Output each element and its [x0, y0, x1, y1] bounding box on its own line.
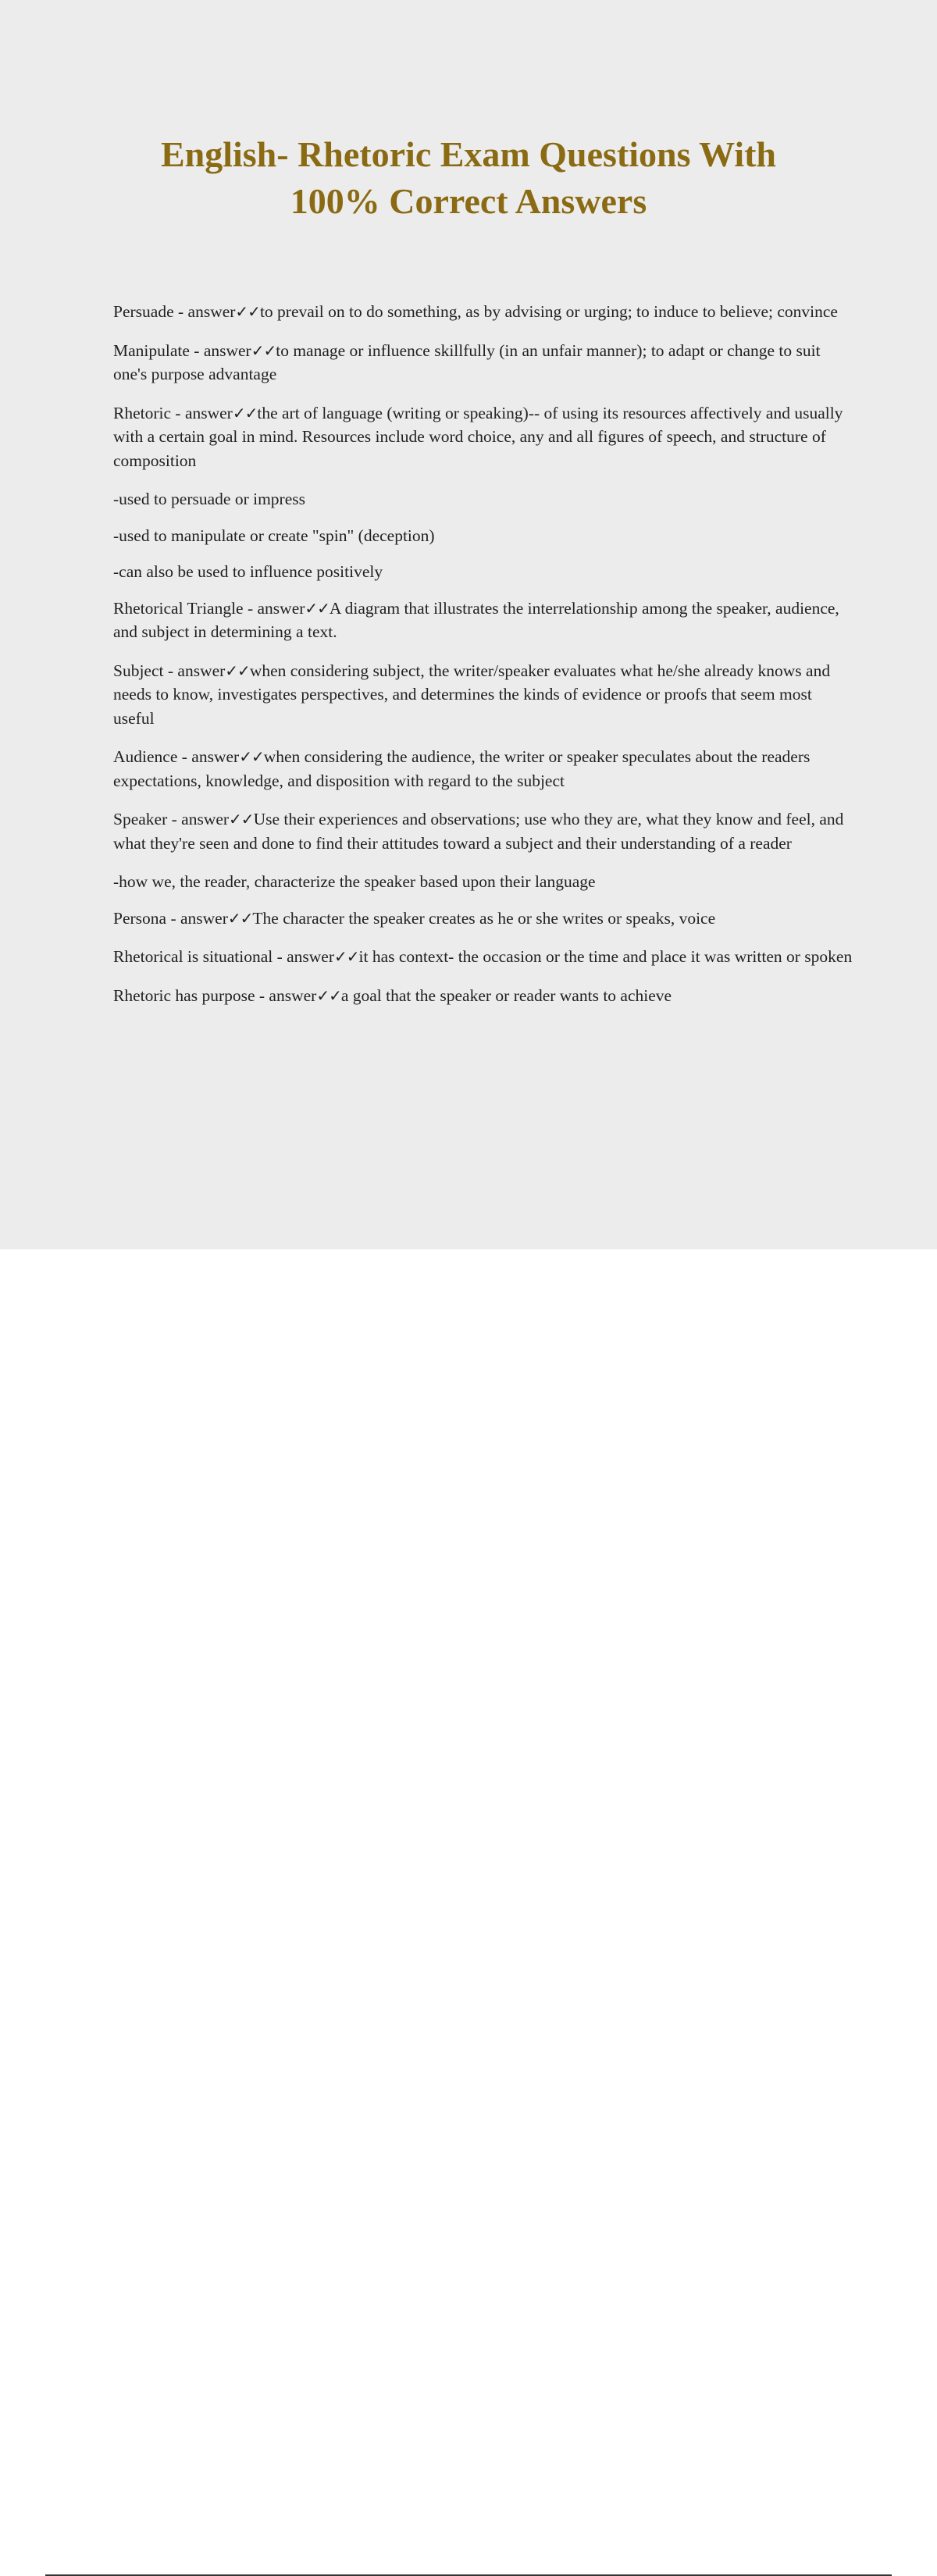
qa-item: [113, 659, 855, 731]
answer-marker: answer✓✓: [180, 908, 253, 928]
answer-marker: answer✓✓: [184, 403, 258, 422]
bullet-note: -used to persuade or impress: [113, 490, 305, 508]
qa-item: [113, 597, 855, 644]
page-footer: [0, 1249, 937, 1327]
qa-item: [113, 339, 855, 387]
qa-item: [113, 984, 855, 1008]
qa-item: [113, 945, 855, 969]
term-label: Rhetorical is situational -: [113, 947, 287, 966]
definition-text: The character the speaker creates as he or she writes or speaks, voice: [252, 908, 716, 928]
term-label: Speaker -: [113, 810, 182, 828]
checkmark-icon: ✓✓: [316, 985, 341, 1005]
term-label: Audience -: [113, 747, 192, 766]
document-title: [0, 131, 937, 225]
checkmark-icon: ✓✓: [235, 302, 260, 321]
term-label: Subject -: [113, 661, 178, 680]
term-label: Rhetorical Triangle -: [113, 598, 258, 618]
qa-item: [113, 300, 855, 324]
checkmark-icon: ✓✓: [305, 598, 330, 618]
checkmark-icon: ✓✓: [232, 403, 258, 422]
definition-text: a goal that the speaker or reader wants to achieve: [340, 985, 672, 1005]
qa-item: [113, 745, 855, 793]
document-page: [0, 0, 937, 1249]
checkmark-icon: ✓✓: [251, 340, 276, 360]
answer-marker: answer✓✓: [203, 340, 276, 360]
definition-text: when considering the audience, the writer or speaker speculates about the readers expectations, knowledge, and disposition with regard to the subject: [113, 747, 811, 790]
term-label: Rhetoric has purpose -: [113, 985, 269, 1005]
answer-marker: answer✓✓: [177, 661, 250, 680]
definition-text: to prevail on to do something, as by advising or urging; to induce to believe; convince: [259, 302, 838, 321]
term-label: Persona -: [113, 908, 180, 928]
answer-marker: answer✓✓: [187, 302, 260, 321]
definition-text: Use their experiences and observations; use who they are, what they know and feel, and what they're seen and done to find their attitudes toward a subject and their understanding of a reader: [113, 810, 844, 853]
qa-list: [113, 300, 855, 1022]
definition-text: the art of language (writing or speaking)-- of using its resources affectively and usually with a certain goal in mind. Resources include word choice, any and all figures of speech, and structure of composition: [113, 403, 843, 470]
checkmark-icon: ✓✓: [225, 661, 250, 680]
answer-marker: answer✓✓: [257, 598, 330, 618]
answer-marker: answer✓✓: [181, 810, 254, 828]
term-label: Persuade -: [113, 302, 188, 321]
checkmark-icon: ✓✓: [334, 947, 359, 966]
bullet-note: -how we, the reader, characterize the speaker based upon their language: [113, 872, 596, 891]
checkmark-icon: ✓✓: [227, 908, 253, 928]
title-line-1: English- Rhetoric Exam Questions With: [160, 134, 777, 174]
answer-marker: answer✓✓: [269, 985, 341, 1005]
checkmark-icon: ✓✓: [239, 747, 264, 766]
definition-text: A diagram that illustrates the interrelationship among the speaker, audience, and subject in determining a text.: [113, 598, 839, 641]
definition-text: to manage or influence skillfully (in an unfair manner); to adapt or change to suit one's purpose advantage: [113, 340, 821, 383]
qa-item: [113, 907, 855, 931]
qa-item: [113, 807, 855, 855]
answer-marker: answer✓✓: [287, 947, 359, 966]
title-line-2: 100% Correct Answers: [290, 181, 647, 221]
answer-marker: answer✓✓: [191, 747, 264, 766]
qa-item: [113, 401, 855, 473]
term-label: Rhetoric -: [113, 403, 185, 422]
bullet-note: -can also be used to influence positively: [113, 562, 383, 581]
definition-text: when considering subject, the writer/speaker evaluates what he/she already knows and needs to know, investigates perspectives, and determines the kinds of evidence or proofs that seem most useful: [113, 661, 831, 728]
definition-text: it has context- the occasion or the time and place it was written or spoken: [358, 947, 853, 966]
checkmark-icon: ✓✓: [229, 810, 254, 828]
term-label: Manipulate -: [113, 340, 204, 360]
bullet-note: -used to manipulate or create "spin" (deception): [113, 526, 435, 545]
